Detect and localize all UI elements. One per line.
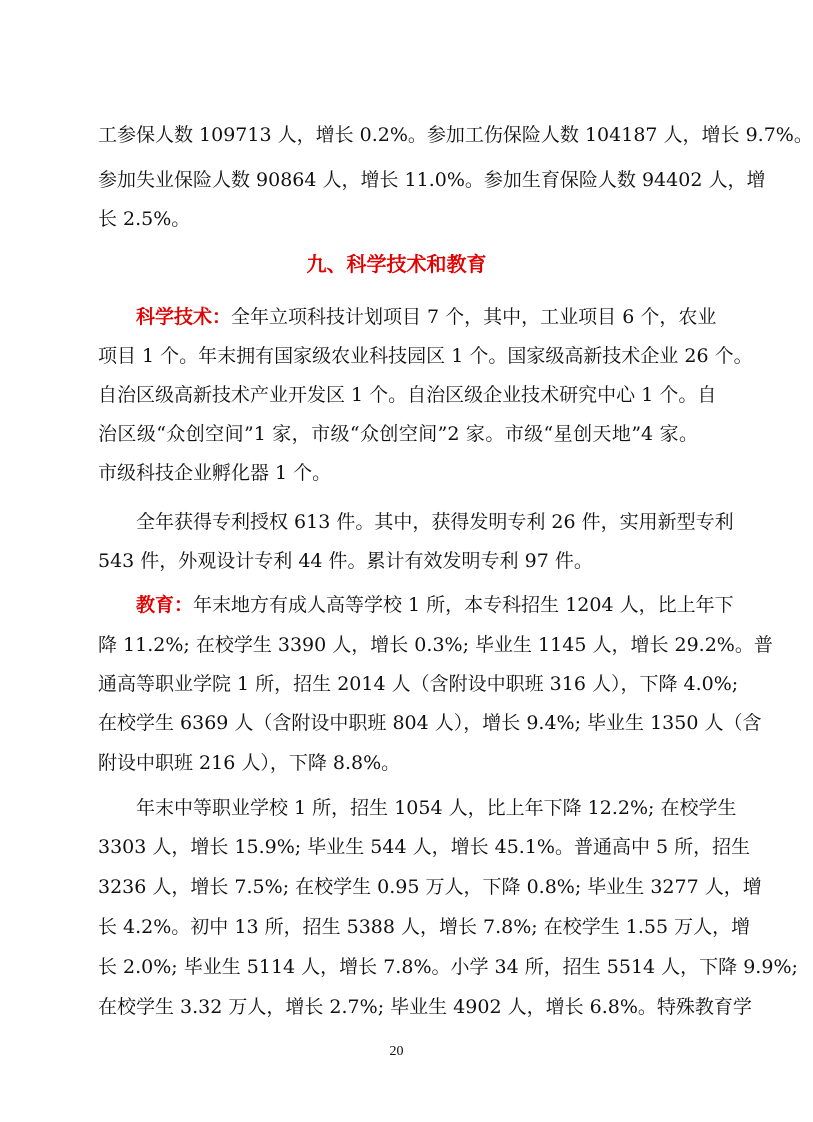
science-line-4: 治区级“众创空间”1 家，市级“众创空间”2 家。市级“星创天地”4 家。: [98, 423, 698, 445]
science-line-3: 自治区级高新技术产业开发区 1 个。自治区级企业技术研究中心 1 个。自: [98, 384, 717, 406]
patents-line-1: 全年获得专利授权 613 件。其中，获得发明专利 26 件，实用新型专利: [136, 511, 734, 533]
education-line-1: [136, 593, 734, 617]
vocational-line-2: 3303 人，增长 15.9%; 毕业生 544 人，增长 45.1%。普通高中 5 所，招生: [98, 836, 751, 858]
section-heading: 九、科学技术和教育: [306, 252, 487, 276]
intro-line-2: 参加失业保险人数 90864 人，增长 11.0%。参加生育保险人数 94402 人，增: [98, 169, 766, 191]
vocational-line-4: 长 4.2%。初中 13 所，招生 5388 人，增长 7.8%; 在校学生 1.55 万人，增: [98, 916, 751, 938]
intro-line-1: 工参保人数 109713 人，增长 0.2%。参加工伤保险人数 104187 人，增长 9.7%。: [98, 124, 813, 146]
science-line-1: [136, 305, 717, 329]
education-line-4: 在校学生 6369 人（含附设中职班 804 人），增长 9.4%; 毕业生 1350 人（含: [98, 712, 762, 734]
science-label: 科学技术：: [136, 306, 232, 328]
education-line-2: 降 11.2%; 在校学生 3390 人，增长 0.3%; 毕业生 1145 人，增长 29.2%。普: [98, 634, 773, 656]
vocational-line-6: 在校学生 3.32 万人，增长 2.7%; 毕业生 4902 人，增长 6.8%。特殊教育学: [98, 996, 752, 1018]
patents-line-2: 543 件，外观设计专利 44 件。累计有效发明专利 97 件。: [98, 550, 593, 572]
education-line-1-text: 年末地方有成人高等学校 1 所，本专科招生 1204 人，比上年下: [193, 594, 734, 616]
education-line-3: 通高等职业学院 1 所，招生 2014 人（含附设中职班 316 人），下降 4.0%;: [98, 673, 739, 695]
vocational-line-3: 3236 人，增长 7.5%; 在校学生 0.95 万人，下降 0.8%; 毕业生 3277 人，增: [98, 876, 762, 898]
vocational-line-5: 长 2.0%; 毕业生 5114 人，增长 7.8%。小学 34 所，招生 5514 人，下降 9.9%;: [98, 956, 798, 978]
vocational-line-1: 年末中等职业学校 1 所，招生 1054 人，比上年下降 12.2%; 在校学生: [136, 797, 737, 819]
intro-line-3: 长 2.5%。: [98, 208, 191, 230]
page-number: 20: [389, 1044, 404, 1059]
education-line-5: 附设中职班 216 人），下降 8.8%。: [98, 752, 401, 774]
science-line-5: 市级科技企业孵化器 1 个。: [98, 462, 332, 484]
education-label: 教育：: [136, 594, 194, 616]
science-line-2: 项目 1 个。年末拥有国家级农业科技园区 1 个。国家级高新技术企业 26 个。: [98, 345, 753, 367]
science-line-1-text: 全年立项科技计划项目 7 个，其中，工业项目 6 个，农业: [231, 306, 717, 328]
